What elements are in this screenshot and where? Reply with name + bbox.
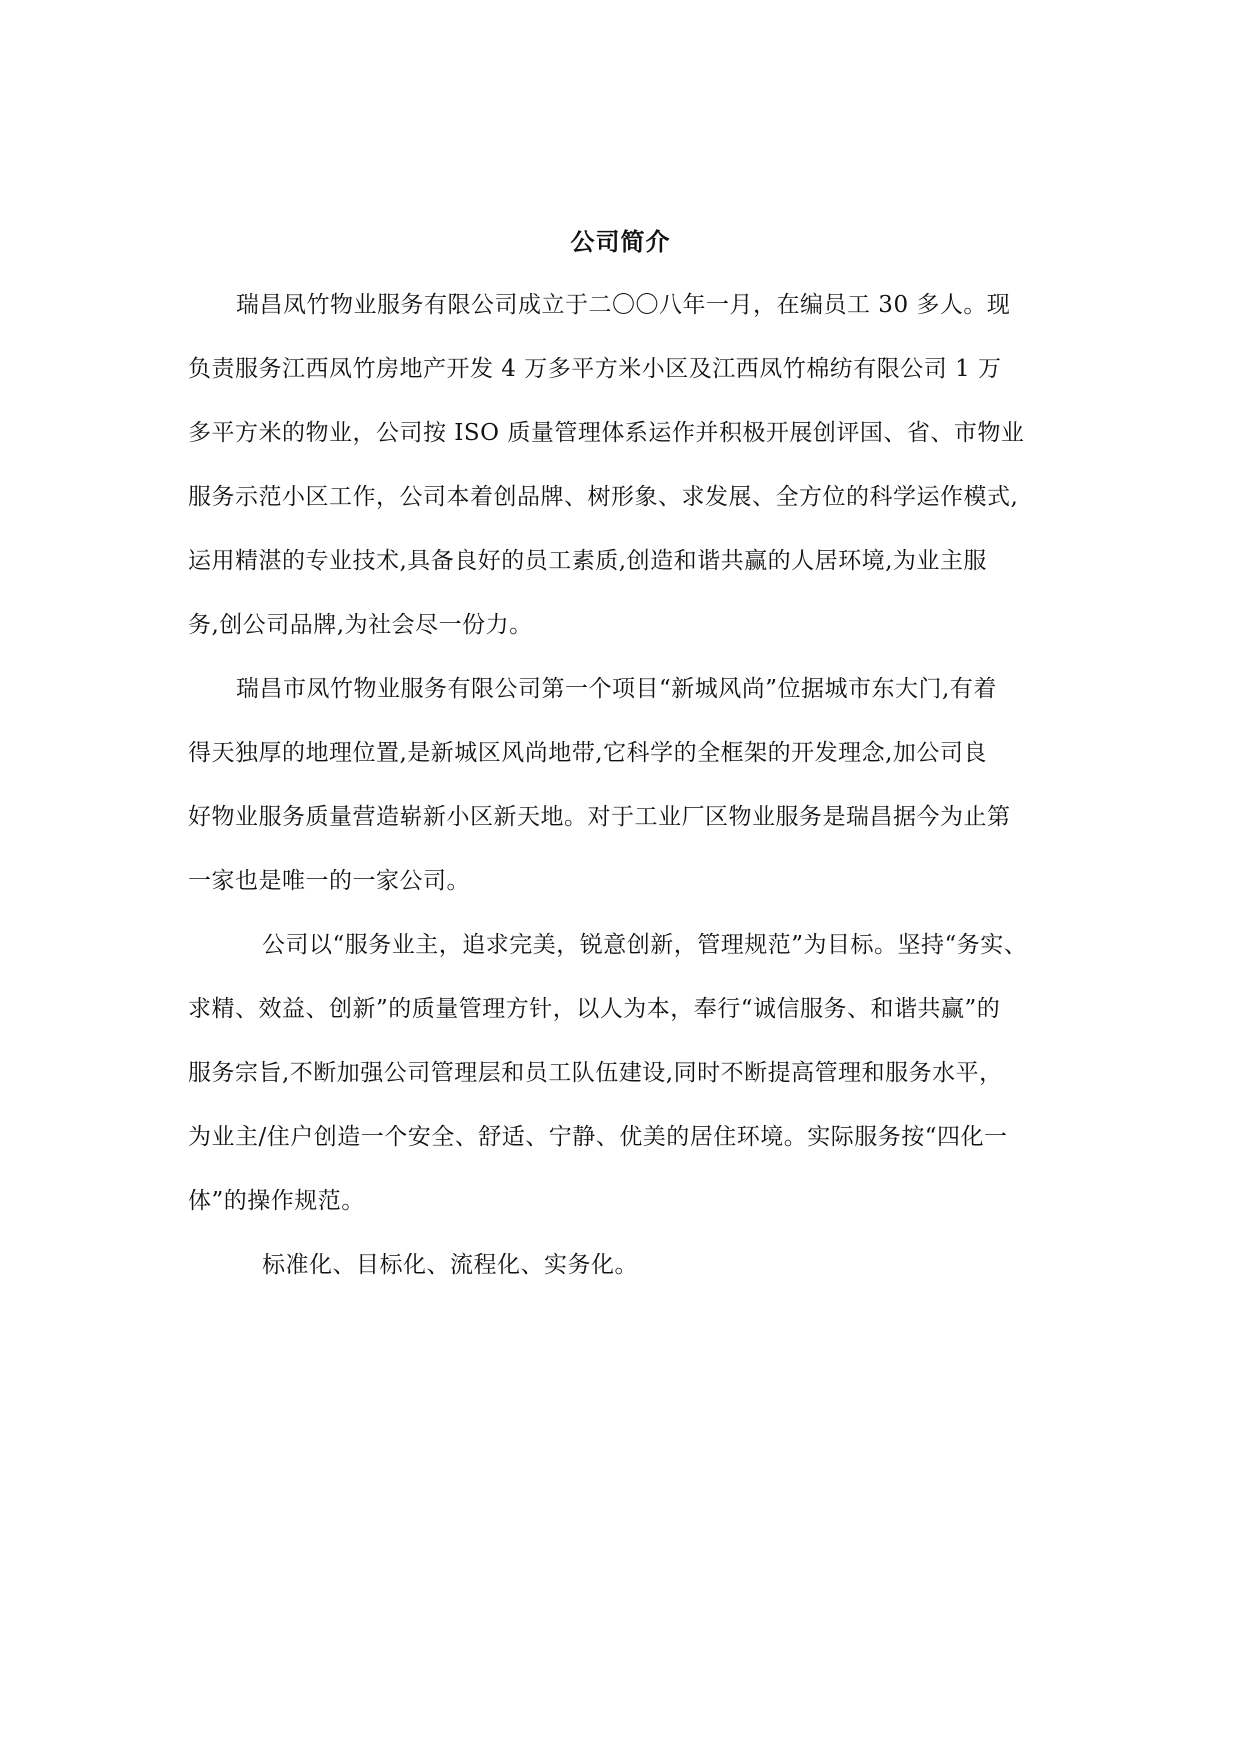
paragraph-intro [188, 273, 1050, 657]
paragraph-line: 标准化、目标化、流程化、实务化。 [262, 1252, 638, 1278]
paragraph-line: 一家也是唯一的一家公司。 [188, 868, 470, 894]
paragraph-line: 负责服务江西凤竹房地产开发 4 万多平方米小区及江西凤竹棉纺有限公司 1 万 [188, 356, 1002, 382]
paragraph-line: 服务示范小区工作，公司本着创品牌、树形象、求发展、全方位的科学运作模式, [188, 484, 1019, 510]
paragraph-line: 多平方米的物业，公司按 ISO 质量管理体系运作并积极开展创评国、省、市物业 [188, 420, 1025, 446]
paragraph-line: 求精、效益、创新”的质量管理方针，以人为本，奉行“诚信服务、和谐共赢”的 [188, 996, 1001, 1022]
paragraph-line: 服务宗旨,不断加强公司管理层和员工队伍建设,同时不断提高管理和服务水平， [188, 1060, 1003, 1086]
paragraph-line: 瑞昌凤竹物业服务有限公司成立于二〇〇八年一月，在编员工 30 多人。现 [236, 292, 1011, 318]
paragraph-standards [188, 1233, 1050, 1297]
document-title: 公司简介 [570, 228, 671, 256]
paragraph-goals [188, 913, 1050, 1233]
paragraph-line: 瑞昌市凤竹物业服务有限公司第一个项目“新城风尚”位据城市东大门,有着 [236, 676, 997, 702]
paragraph-project [188, 657, 1050, 913]
paragraph-line: 好物业服务质量营造崭新小区新天地。对于工业厂区物业服务是瑞昌据今为止第 [188, 804, 1011, 830]
paragraph-line: 得天独厚的地理位置,是新城区风尚地带,它科学的全框架的开发理念,加公司良 [188, 740, 987, 766]
paragraph-line: 为业主/住户创造一个安全、舒适、宁静、优美的居住环境。实际服务按“四化一 [188, 1124, 1008, 1150]
paragraph-line: 运用精湛的专业技术,具备良好的员工素质,创造和谐共赢的人居环境,为业主服 [188, 548, 987, 574]
paragraph-line: 公司以“服务业主，追求完美，锐意创新，管理规范”为目标。坚持“务实、 [262, 932, 1028, 958]
paragraph-line: 务,创公司品牌,为社会尽一份力。 [188, 612, 533, 638]
paragraph-line: 体”的操作规范。 [188, 1188, 365, 1214]
